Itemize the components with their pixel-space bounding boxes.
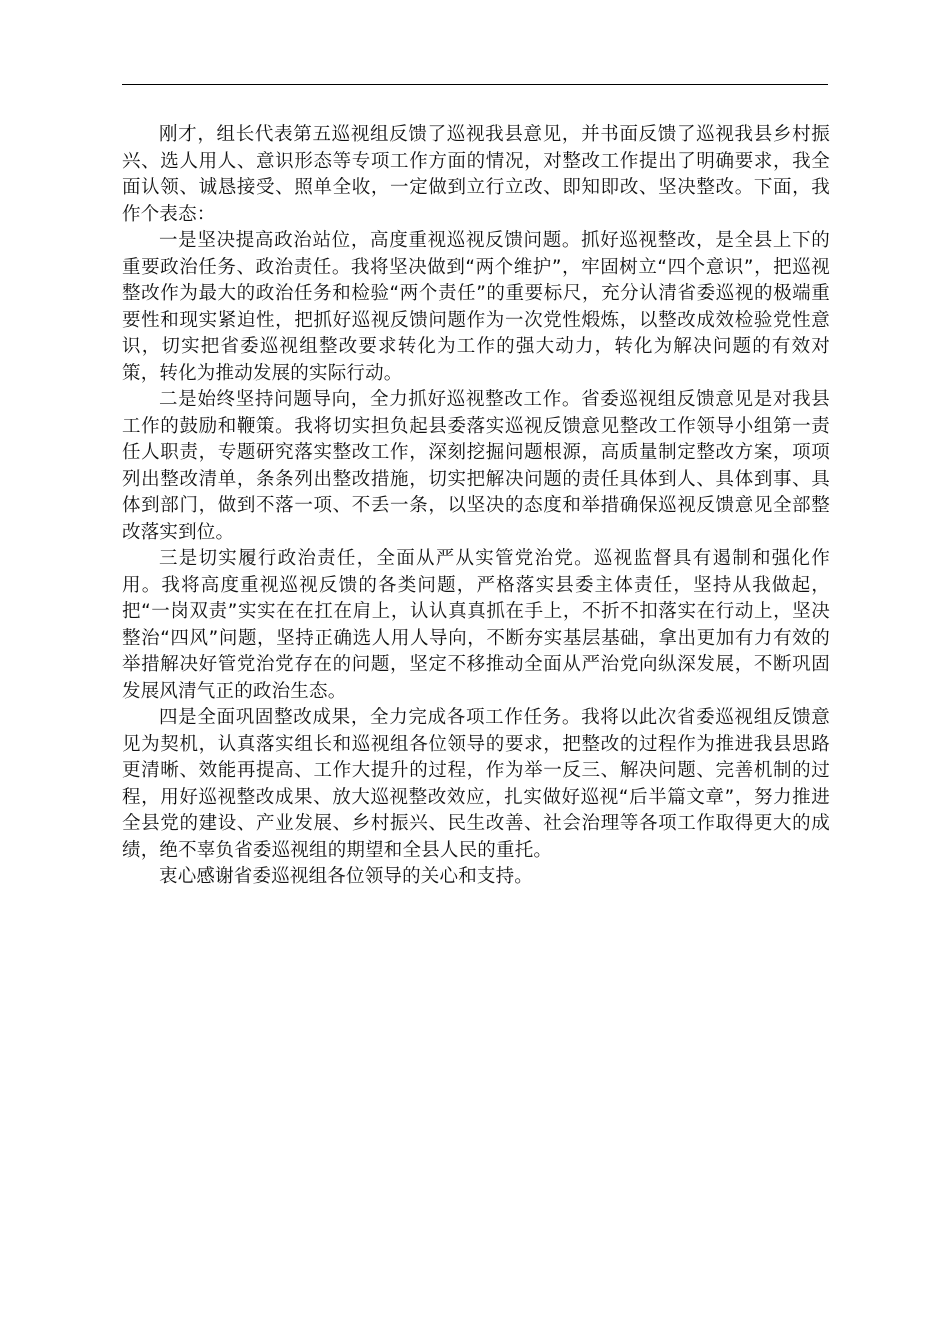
paragraph-point-three: 三是切实履行政治责任，全面从严从实管党治党。巡视监督具有遏制和强化作用。我将高度重视巡视反馈的各类问题，严格落实县委主体责任，坚持从我做起，把“一岗双责”实实在在扛在肩上，认认真真抓在手上，不折不扣落实在行动上，坚决整治“四风”问题，坚持正确选人用人导向，不断夯实基层基础，拿出更加有力有效的举措解决好管党治党存在的问题，坚定不移推动全面从严治党向纵深发展，不断巩固发展风清气正的政治生态。 [122,548,830,702]
paragraph-closing: 衷心感谢省委巡视组各位领导的关心和支持。 [159,866,534,887]
header-rule [122,84,828,85]
document-body [122,122,830,891]
paragraph-opening: 刚才，组长代表第五巡视组反馈了巡视我县意见，并书面反馈了巡视我县乡村振兴、选人用人、意识形态等专项工作方面的情况，对整改工作提出了明确要求，我全面认领、诚恳接受、照单全收，一定做到立行立改、即知即改、坚决整改。下面，我作个表态： [122,124,830,225]
paragraph-point-four: 四是全面巩固整改成果，全力完成各项工作任务。我将以此次省委巡视组反馈意见为契机，认真落实组长和巡视组各位领导的要求，把整改的过程作为推进我县思路更清晰、效能再提高、工作大提升的过程，作为举一反三、解决问题、完善机制的过程，用好巡视整改成果、放大巡视整改效应，扎实做好巡视“后半篇文章”，努力推进全县党的建设、产业发展、乡村振兴、民生改善、社会治理等各项工作取得更大的成绩，绝不辜负省委巡视组的期望和全县人民的重托。 [122,707,830,861]
paragraph-point-two: 二是始终坚持问题导向，全力抓好巡视整改工作。省委巡视组反馈意见是对我县工作的鼓励和鞭策。我将切实担负起县委落实巡视反馈意见整改工作领导小组第一责任人职责，专题研究落实整改工作，深刻挖掘问题根源，高质量制定整改方案，项项列出整改清单，条条列出整改措施，切实把解决问题的责任具体到人、具体到事、具体到部门，做到不落一项、不丢一条，以坚决的态度和举措确保巡视反馈意见全部整改落实到位。 [122,389,830,543]
paragraph-point-one: 一是坚决提高政治站位，高度重视巡视反馈问题。抓好巡视整改，是全县上下的重要政治任务、政治责任。我将坚决做到“两个维护”，牢固树立“四个意识”，把巡视整改作为最大的政治任务和检验“两个责任”的重要标尺，充分认清省委巡视的极端重要性和现实紧迫性，把抓好巡视反馈问题作为一次党性煅炼，以整改成效检验党性意识，切实把省委巡视组整改要求转化为工作的强大动力，转化为解决问题的有效对策，转化为推动发展的实际行动。 [122,230,830,384]
